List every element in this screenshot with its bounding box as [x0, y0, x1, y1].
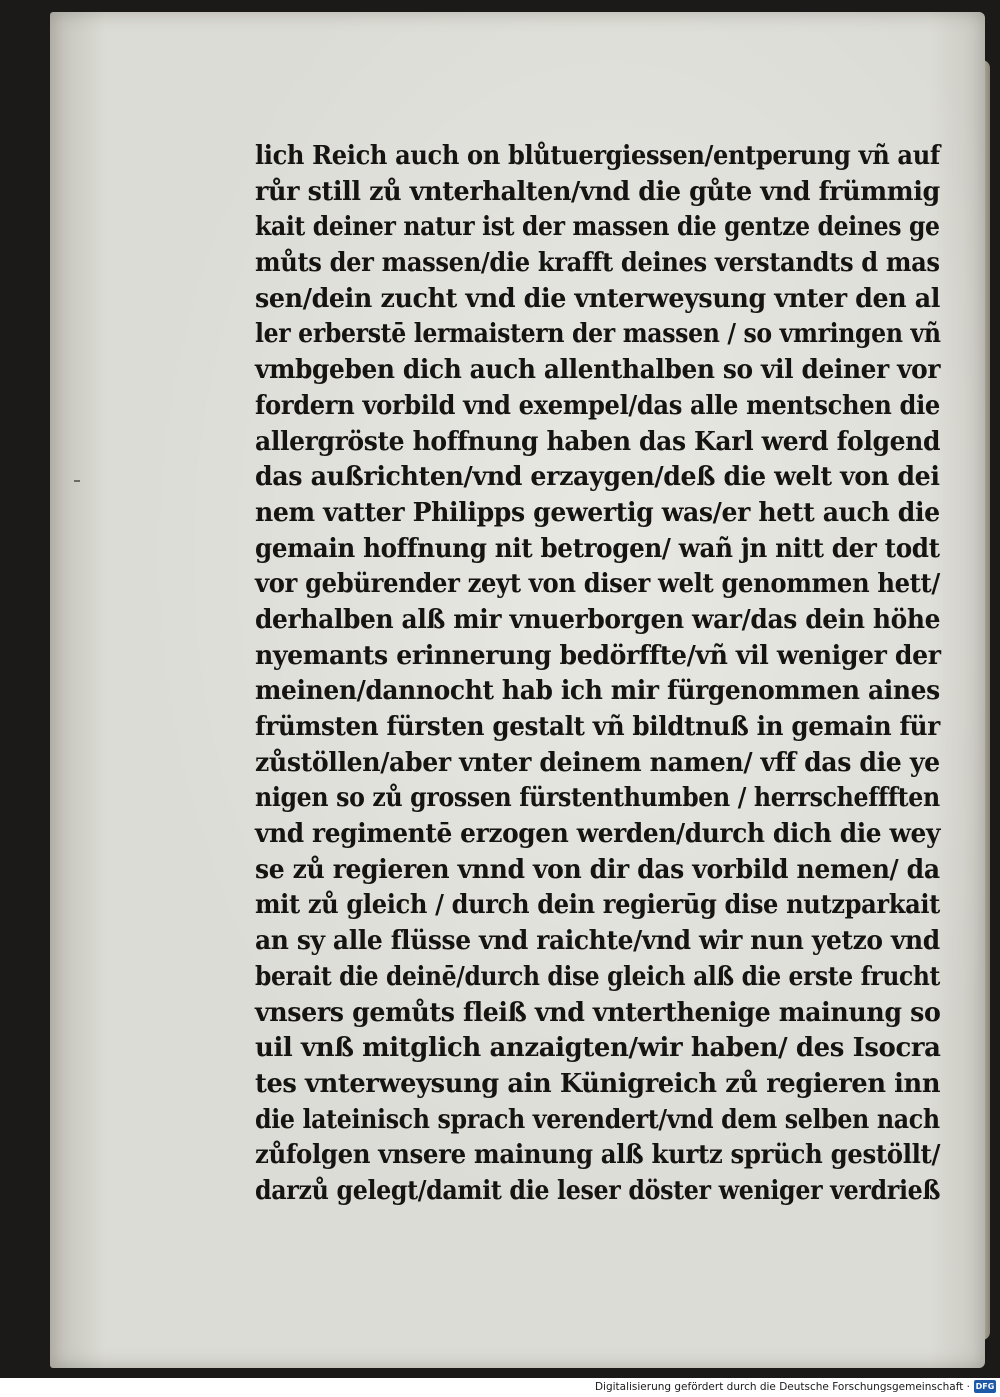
- text-line: berait die deinē/durch dise gleich alß die erste frucht: [255, 960, 941, 992]
- text-line: růr still zů vnterhalten/vnd die gůte vnd frümmig: [255, 175, 940, 207]
- text-line: die lateinisch sprach verendert/vnd dem selben nach: [255, 1103, 940, 1135]
- text-line: derhalben alß mir vnuerborgen war/das dein höhe: [255, 603, 941, 635]
- text-line: gemain hoffnung nit betrogen/ wañ jn nitt der todt: [255, 532, 940, 564]
- text-line: kait deiner natur ist der massen die gentze deines ge: [255, 211, 940, 243]
- text-line: das außrichten/vnd erzaygen/deß die welt von dei: [255, 461, 940, 493]
- text-line: vor gebürender zeyt von diser welt genommen hett/: [255, 568, 940, 600]
- text-line: allergröste hoffnung haben das Karl werd folgend: [255, 425, 941, 457]
- text-line: mit zů gleich / durch dein regierūg dise nutzparkait: [255, 889, 940, 921]
- text-line: nigen so zů grossen fürstenthumben / herrscheffften: [255, 782, 940, 814]
- text-line: zůfolgen vnsere mainung alß kurtz sprüch gestöllt/: [255, 1139, 941, 1171]
- text-line: vnd regimentē erzogen werden/durch dich die wey: [255, 818, 941, 850]
- funding-credit: Digitalisierung gefördert durch die Deutsche Forschungsgemeinschaft ·: [594, 1381, 970, 1393]
- text-line: meinen/dannocht hab ich mir fürgenommen aines: [255, 675, 940, 707]
- text-line: an sy alle flüsse vnd raichte/vnd wir nun yetzo vnd: [255, 925, 940, 957]
- text-line: ler erberstē lermaistern der massen / so vmringen vñ: [255, 318, 941, 350]
- text-line: vnsers gemůts fleiß vnd vnterthenige mainung so: [255, 996, 941, 1028]
- text-line: můts der massen/die krafft deines verstandts d mas: [255, 247, 940, 279]
- text-line: lich Reich auch on blůtuergiessen/entperung vñ auf: [255, 140, 940, 171]
- page-text: [255, 138, 940, 1209]
- text-line: zůstöllen/aber vnter deinem namen/ vff das die ye: [255, 746, 940, 778]
- text-line: darzů gelegt/damit die leser döster weniger verdrieß: [255, 1174, 941, 1206]
- stray-ink-mark: [74, 480, 80, 482]
- text-line: uil vnß mitglich anzaigten/wir haben/ des Isocra: [255, 1032, 941, 1064]
- text-line: frümsten fürsten gestalt vñ bildtnuß in gemain für: [255, 711, 940, 742]
- text-line: vmbgeben dich auch allenthalben so vil deiner vor: [255, 354, 941, 386]
- text-line: nem vatter Philipps gewertig was/er hett auch die: [255, 496, 940, 528]
- dfg-logo: DFG: [975, 1382, 995, 1391]
- text-line: se zů regieren vnnd von dir das vorbild nemen/ da: [255, 853, 940, 885]
- text-line: sen/dein zucht vnd die vnterweysung vnter den al: [255, 282, 941, 314]
- text-line: nyemants erinnerung bedörffte/vñ vil weniger der: [255, 639, 941, 671]
- text-line: tes vnterweysung ain Künigreich zů regieren inn: [255, 1067, 941, 1099]
- text-line: fordern vorbild vnd exempel/das alle mentschen die: [255, 389, 940, 421]
